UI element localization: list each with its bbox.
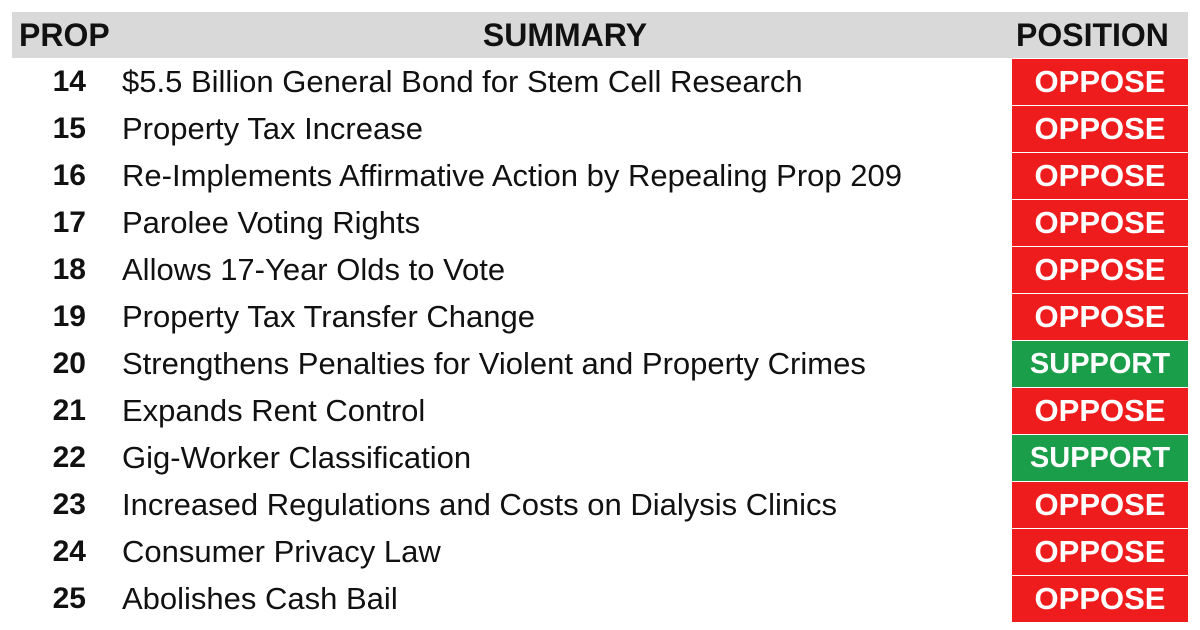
position-badge: OPPOSE (1012, 106, 1188, 152)
prop-number: 19 (52, 300, 86, 333)
prop-number: 18 (52, 253, 86, 286)
prop-summary: Property Tax Increase (122, 111, 423, 146)
table-row (0, 435, 1200, 482)
table-row (0, 247, 1200, 294)
prop-summary: Gig-Worker Classification (122, 440, 472, 475)
header-position: POSITION (1016, 17, 1169, 53)
position-badge: OPPOSE (1012, 294, 1188, 340)
position-badge: OPPOSE (1012, 482, 1188, 528)
position-badge: SUPPORT (1012, 435, 1188, 481)
prop-number: 15 (52, 112, 86, 145)
prop-summary: Allows 17-Year Olds to Vote (122, 252, 506, 287)
prop-summary: $5.5 Billion General Bond for Stem Cell Research (122, 64, 803, 99)
table-row (0, 529, 1200, 576)
prop-summary: Property Tax Transfer Change (122, 299, 535, 334)
header-summary: SUMMARY (482, 17, 648, 53)
prop-number: 25 (52, 582, 86, 615)
prop-summary: Abolishes Cash Bail (122, 581, 398, 616)
position-badge: OPPOSE (1012, 388, 1188, 434)
table-row (0, 388, 1200, 435)
table-row (0, 482, 1200, 529)
table-body (0, 59, 1200, 623)
prop-summary: Strengthens Penalties for Violent and Property Crimes (122, 346, 866, 381)
prop-number: 16 (52, 159, 86, 192)
position-badge: OPPOSE (1012, 576, 1188, 622)
prop-number: 17 (52, 206, 86, 239)
prop-summary: Parolee Voting Rights (122, 205, 421, 240)
prop-summary: Re-Implements Affirmative Action by Repealing Prop 209 (122, 158, 902, 193)
table-header (12, 12, 1188, 58)
prop-number: 20 (52, 347, 86, 380)
prop-number: 21 (52, 394, 86, 427)
prop-number: 22 (52, 441, 86, 474)
position-badge: OPPOSE (1012, 200, 1188, 246)
prop-summary: Increased Regulations and Costs on Dialysis Clinics (122, 487, 838, 522)
prop-summary: Consumer Privacy Law (122, 534, 441, 569)
table-row (0, 200, 1200, 247)
prop-number: 14 (52, 65, 86, 98)
position-badge: OPPOSE (1012, 529, 1188, 575)
table-row (0, 59, 1200, 106)
position-badge: OPPOSE (1012, 247, 1188, 293)
table-row (0, 294, 1200, 341)
table-row (0, 341, 1200, 388)
table-row (0, 576, 1200, 623)
prop-number: 24 (52, 535, 86, 568)
table-row (0, 153, 1200, 200)
position-badge: SUPPORT (1012, 341, 1188, 387)
position-badge: OPPOSE (1012, 59, 1188, 105)
prop-number: 23 (52, 488, 86, 521)
header-prop: PROP (19, 17, 110, 53)
position-badge: OPPOSE (1012, 153, 1188, 199)
table-row (0, 106, 1200, 153)
prop-summary: Expands Rent Control (122, 393, 426, 428)
